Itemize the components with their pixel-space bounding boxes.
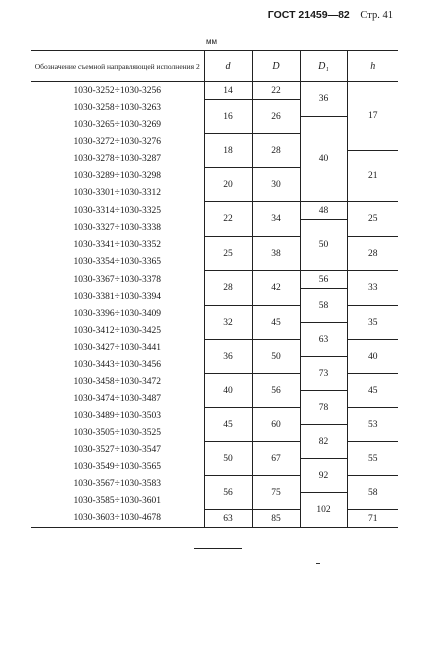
cell-D: 26 [252,100,300,134]
cell-designation: 1030-3289÷1030-3298 [31,168,204,185]
cell-designation: 1030-3458÷1030-3472 [31,374,204,391]
cell-D: 85 [252,510,300,528]
table-header-row [31,51,398,82]
cell-designation: 1030-3265÷1030-3269 [31,117,204,134]
cell-d: 36 [204,340,252,374]
cell-d: 63 [204,510,252,528]
cell-D1: 63 [300,323,347,357]
cell-d: 22 [204,202,252,237]
standard-number: ГОСТ 21459—82 [267,9,350,21]
unit-label: мм [206,37,217,46]
cell-designation: 1030-3278÷1030-3287 [31,151,204,168]
cell-designation: 1030-3427÷1030-3441 [31,340,204,357]
column-header-d: d [204,51,252,82]
cell-designation: 1030-3381÷1030-3394 [31,289,204,306]
cell-designation: 1030-3603÷1030-4678 [31,510,204,528]
column-header-D1: D₁ [300,51,347,82]
cell-D: 50 [252,340,300,374]
cell-D1: 73 [300,357,347,391]
cell-D1: 36 [300,82,347,117]
cell-d: 20 [204,168,252,202]
cell-D: 22 [252,82,300,100]
page-number: Стр. 41 [360,10,393,21]
cell-d: 14 [204,82,252,100]
cell-d: 25 [204,237,252,271]
page-header [268,9,393,21]
cell-designation: 1030-3301÷1030-3312 [31,185,204,202]
cell-designation: 1030-3354÷1030-3365 [31,254,204,271]
cell-h: 45 [347,374,398,408]
cell-D1: 78 [300,391,347,425]
cell-d: 32 [204,306,252,340]
cell-D: 75 [252,476,300,510]
cell-d: 18 [204,134,252,168]
cell-designation: 1030-3443÷1030-3456 [31,357,204,374]
cell-D: 38 [252,237,300,271]
cell-designation: 1030-3341÷1030-3352 [31,237,204,254]
cell-d: 45 [204,408,252,442]
table-row [31,82,398,100]
cell-designation: 1030-3252÷1030-3256 [31,82,204,100]
cell-D: 28 [252,134,300,168]
cell-D1: 56 [300,271,347,289]
table-body [31,82,398,528]
cell-h: 21 [347,151,398,202]
cell-h: 58 [347,476,398,510]
dimensions-table [31,50,398,528]
table-row [31,271,398,289]
column-header-h: h [347,51,398,82]
cell-designation: 1030-3367÷1030-3378 [31,271,204,289]
cell-designation: 1030-3549÷1030-3565 [31,459,204,476]
cell-D: 42 [252,271,300,306]
table-row [31,202,398,220]
cell-designation: 1030-3527÷1030-3547 [31,442,204,459]
cell-D1: 102 [300,493,347,528]
column-header-D: D [252,51,300,82]
cell-h: 55 [347,442,398,476]
cell-d: 16 [204,100,252,134]
cell-D: 30 [252,168,300,202]
cell-designation: 1030-3396÷1030-3409 [31,306,204,323]
cell-designation: 1030-3272÷1030-3276 [31,134,204,151]
cell-designation: 1030-3585÷1030-3601 [31,493,204,510]
stray-mark [316,563,320,564]
cell-d: 50 [204,442,252,476]
footer-rule [194,548,242,549]
column-header-designation: Обозначение съемной направляющей исполнения 2 [31,51,204,82]
cell-d: 28 [204,271,252,306]
cell-designation: 1030-3258÷1030-3263 [31,100,204,117]
cell-h: 33 [347,271,398,306]
cell-designation: 1030-3314÷1030-3325 [31,202,204,220]
cell-h: 25 [347,202,398,237]
cell-h: 40 [347,340,398,374]
cell-h: 71 [347,510,398,528]
cell-d: 40 [204,374,252,408]
cell-D: 45 [252,306,300,340]
cell-designation: 1030-3505÷1030-3525 [31,425,204,442]
cell-designation: 1030-3474÷1030-3487 [31,391,204,408]
cell-designation: 1030-3412÷1030-3425 [31,323,204,340]
cell-h: 28 [347,237,398,271]
cell-D1: 92 [300,459,347,493]
cell-designation: 1030-3327÷1030-3338 [31,220,204,237]
cell-h: 17 [347,82,398,151]
cell-D: 56 [252,374,300,408]
cell-D1: 48 [300,202,347,220]
cell-D1: 82 [300,425,347,459]
cell-designation: 1030-3567÷1030-3583 [31,476,204,493]
cell-D1: 40 [300,117,347,202]
cell-designation: 1030-3489÷1030-3503 [31,408,204,425]
cell-D1: 50 [300,220,347,271]
cell-D: 67 [252,442,300,476]
cell-D: 60 [252,408,300,442]
cell-d: 56 [204,476,252,510]
cell-h: 35 [347,306,398,340]
cell-D1: 58 [300,289,347,323]
cell-D: 34 [252,202,300,237]
cell-h: 53 [347,408,398,442]
